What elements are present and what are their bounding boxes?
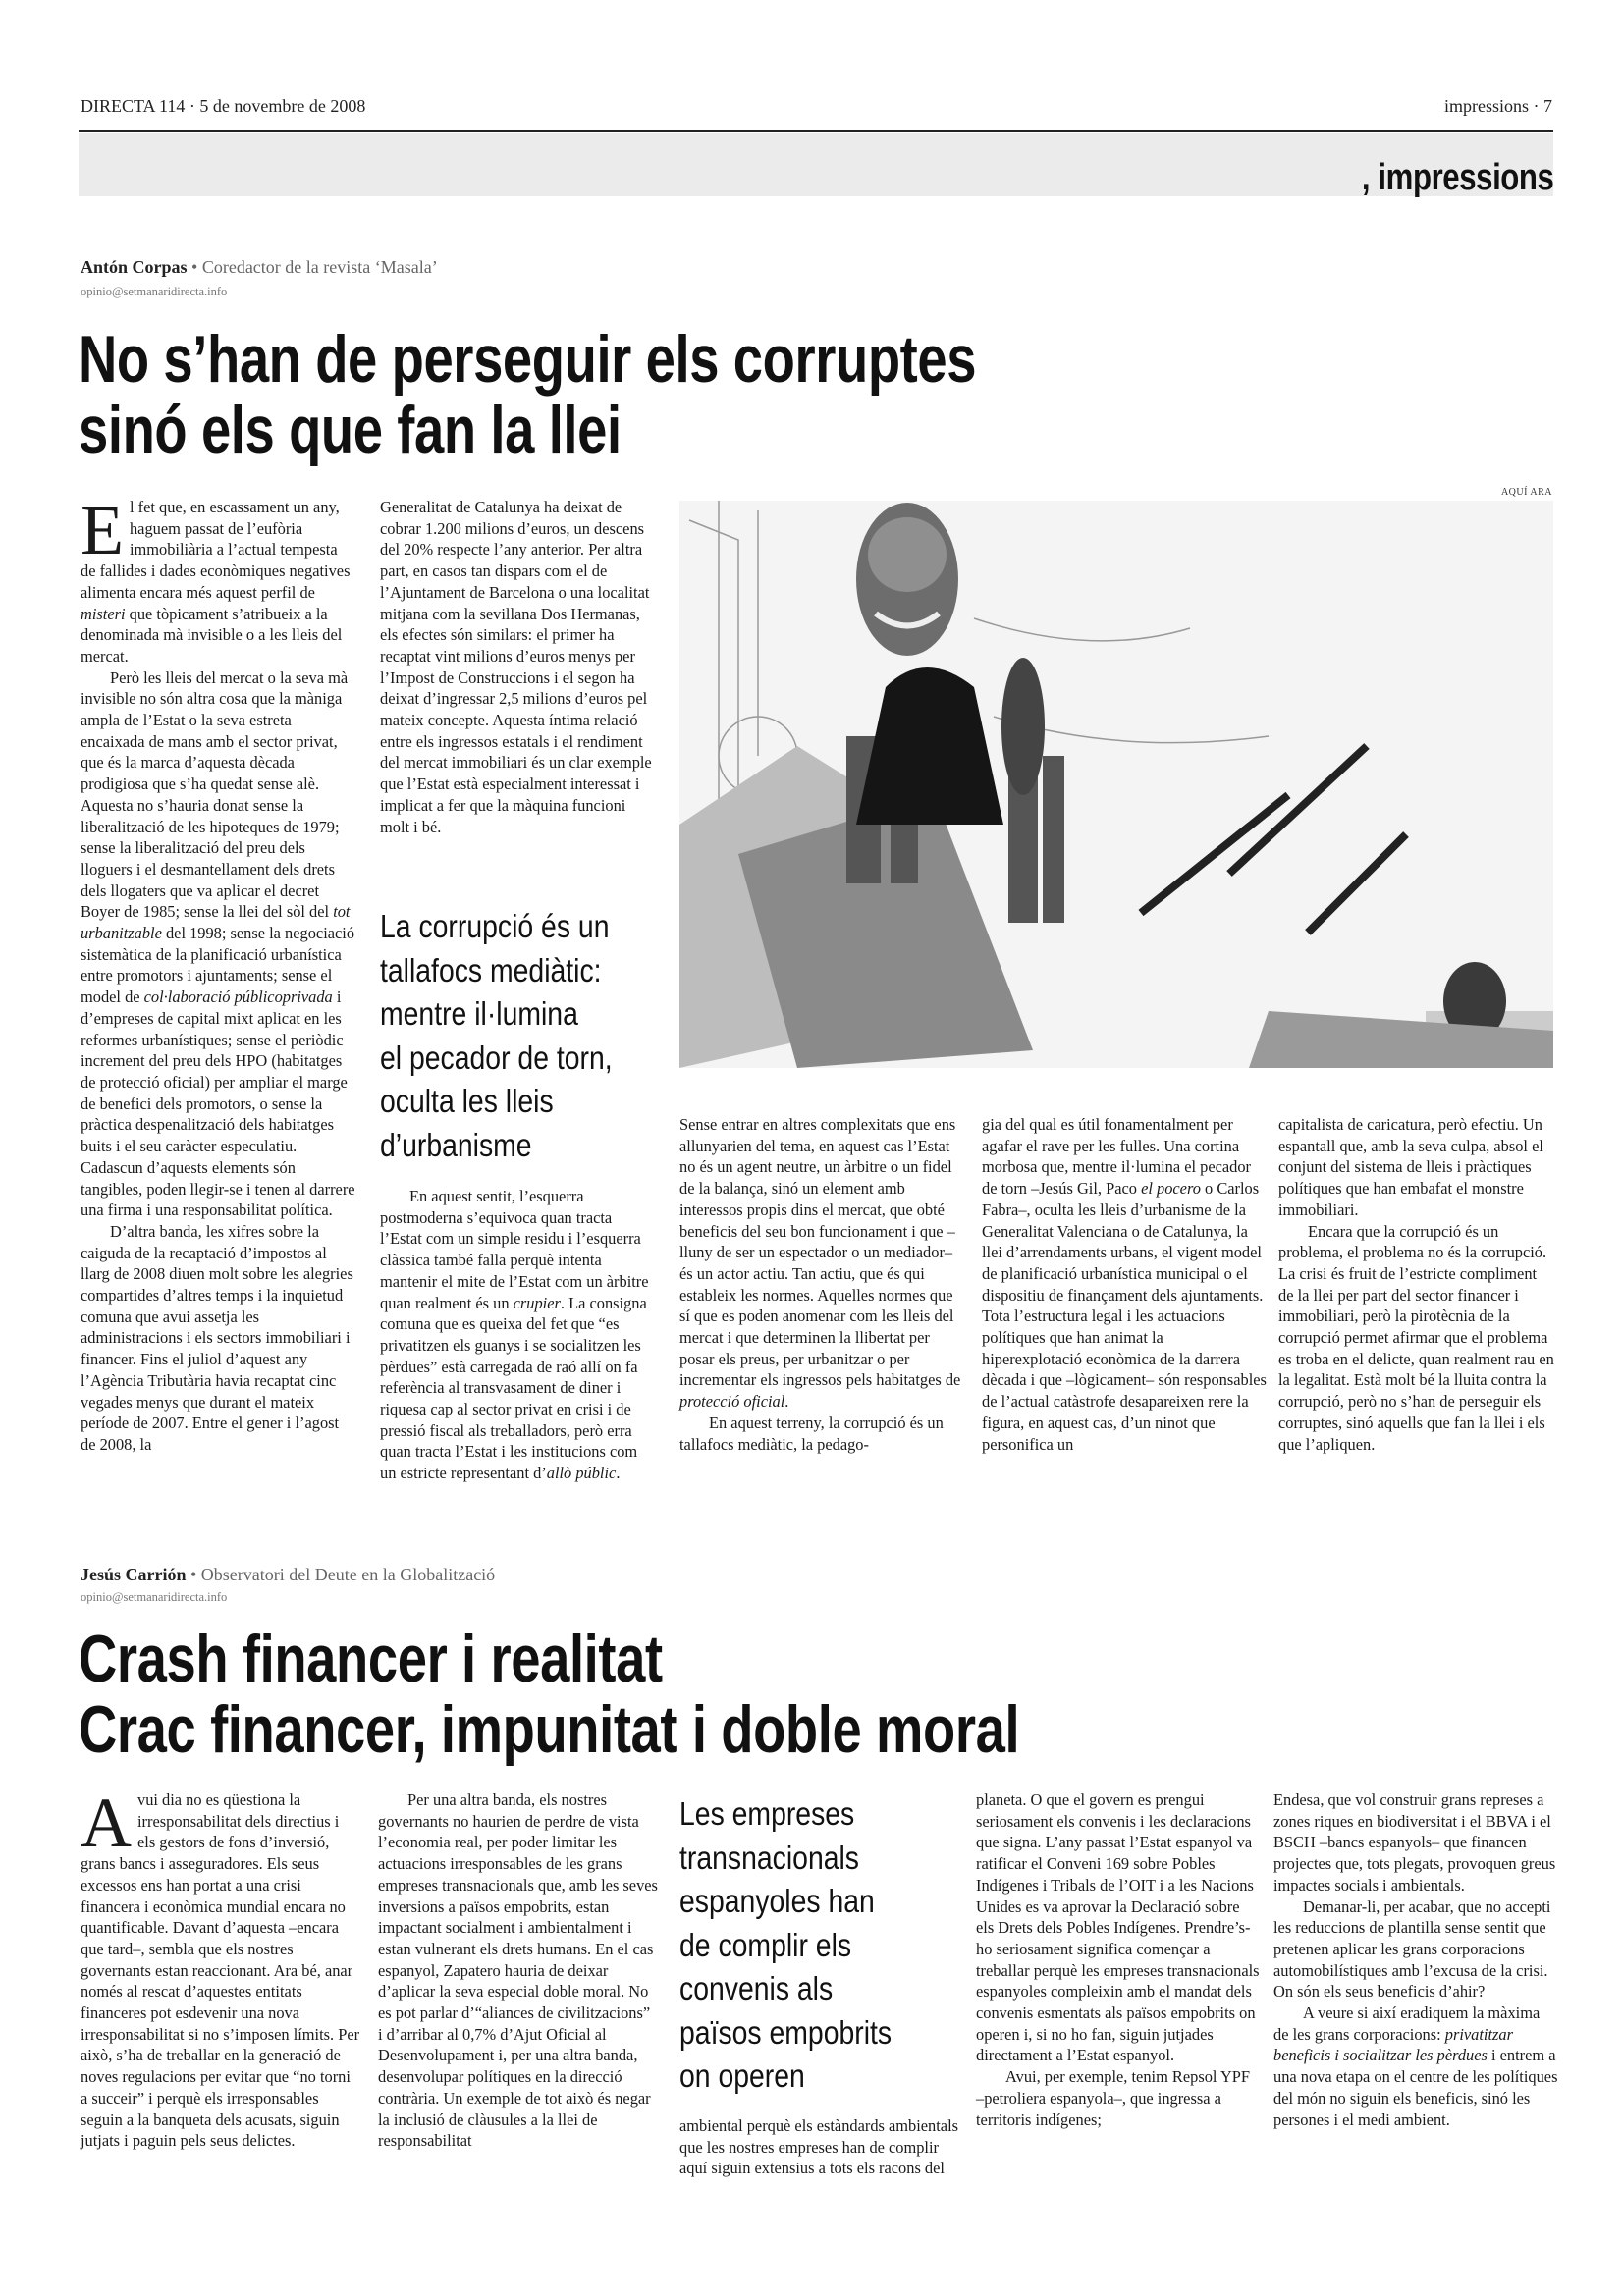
body-text: capitalista de caricatura, però efectiu. Un espantall que, amb la seva culpa, absol el conjunt del sistema de lleis i pràctiques polítiques que han embafat el monstre immobiliari. <box>1278 1115 1543 1219</box>
article1-pullquote <box>380 905 613 1167</box>
body-text: Endesa, que vol construir grans represes a zones riques en biodiversitat i el BBVA i el BSCH –bancs espanyols– que financen projectes que, tots plegats, provoquen greus impactes socials i ambientals. <box>1273 1790 1556 1895</box>
pullquote-line: tallafocs mediàtic: <box>380 951 602 988</box>
author-role: • Observatori del Deute en la Globalització <box>186 1565 496 1584</box>
title-line: No s’han de perseguir els corruptes <box>79 322 977 397</box>
pullquote-line: d’urbanisme <box>380 1126 532 1163</box>
author-email: opinio@setmanaridirecta.info <box>81 1590 228 1604</box>
body-text: D’altra banda, les xifres sobre la caiguda de la recaptació d’impostos al llarg de 2008 diuen molt sobre les alegries compartides d’altres temps i la inquietud comuna que avui assetja les administracions i els sectors immobiliari i financer. Fins el juliol d’aquest any l’Agència Tributària havia recaptat cinc vegades menys que durant el mateix període de 2007. Entre el gener i l’agost de 2008, la <box>81 1221 353 1454</box>
article1-title <box>79 324 976 465</box>
italic-text: misteri <box>81 604 126 623</box>
pullquote-line: espanyoles han <box>679 1883 875 1919</box>
italic-text: crupier <box>513 1293 561 1312</box>
body-text: ambiental perquè els estàndards ambientals que les nostres empreses han de complir aquí siguin extensius a tots els racons del <box>679 2116 959 2178</box>
body-text: que tòpicament s’atribueix a la denominada mà invisible o a les lleis del mercat. <box>81 604 343 666</box>
body-text: Encara que la corrupció és un problema, el problema no és la corrupció. La crisi és fruit de l’estricte compliment de la llei per part del sector financer i immobiliari, però la pirotècnia de la corrupció permet afirmar que el problema es troba en el delicte, quan realment rau en la legalitat. Està molt bé la lluita contra la corrupció, però no s’han de perseguir els corruptes, sinó aquells que fan la llei i els que l’apliquen. <box>1278 1221 1554 1454</box>
pullquote-line: transnacionals <box>679 1839 860 1876</box>
pullquote-line: La corrupció és un <box>380 908 610 944</box>
paragraph <box>1278 1114 1555 1221</box>
author-name: Antón Corpas <box>81 257 188 277</box>
article1-column-4 <box>982 1114 1267 1455</box>
body-text: Però les lleis del mercat o la seva mà invisible no són altra cosa que la màniga ampla de l’Estat o la seva estreta encaixada de mans amb el sector privat, que és la marca d’aquesta dècada prodigiosa que s’ha quedat sense alè. Aquesta no s’hauria donat sense la liberalització de les hipoteques de 1979; sense la liberalització del preu dels lloguers i el desmantellament dels drets dels llogaters que va aplicar el decret Boyer de 1985; sense la llei del sòl del <box>81 667 349 922</box>
italic-text: allò públic <box>546 1464 617 1483</box>
article1-byline <box>81 257 438 278</box>
italic-text: protecció oficial <box>679 1392 785 1412</box>
body-text: i entrem a una nova etapa on el centre de les polítiques del món no siguin els beneficis, sinó les persones i el medi ambient. <box>1273 2046 1558 2129</box>
body-text: Sense entrar en altres complexitats que ens allunyarien del tema, en aquest cas l’Estat no és un agent neutre, un àrbitre o un fidel de la balança, sinó un element amb interessos propis dins el mercat, que obté beneficis del seu bon funcionament i que –lluny de ser un espectador o un mediador– és un actor actiu. Tan actiu, que és qui estableix les normes. Aquelles normes que sí que es poden anomenar com les lleis del mercat i que determinen la llibertat per posar els preus, per urbanitzar o per incrementar els ingressos pels habitatges de <box>679 1115 961 1390</box>
paragraph <box>679 1114 964 1413</box>
body-text: gia del qual es útil fonamentalment per agafar el rave per les fulles. Una cortina morbosa que, mentre il·lumina el pecador de torn –Jesús Gil, Paco <box>982 1115 1251 1199</box>
header-rule <box>79 130 1553 132</box>
article2-pullquote <box>679 1792 892 2099</box>
article2-column-4 <box>976 1789 1261 2130</box>
photo-credit: AQUÍ ARA <box>1500 487 1552 498</box>
paragraph <box>982 1114 1267 1455</box>
body-text: Avui dia no es qüestiona la irresponsabilitat dels directius i els gestors de fons d’inversió, grans bancs i asseguradores. Els seus excessos ens han portat a una crisi financera i econòmica mundial encara no quantificable. Davant d’aquesta –encara que tard–, sembla que els nostres governants estan reaccionant. Ara bé, anar només al rescat d’aquestes entitats financeres pot esdevenir una nova irresponsabilitat si no s’imposen límits. Per això, s’ha de treballar en la generació de noves regulacions per evitar que “no torni a succeir” i perquè els irresponsables seguin a la banqueta dels acusats, siguin jutjats i paguin pels seus delictes. <box>81 1784 360 2151</box>
body-text: planeta. O que el govern es prengui seriosament els convenis i les declaracions que signa. L’any passat l’Estat espanyol va ratificar el Conveni 169 sobre Pobles Indígenes i Tribals de l’OIT i a les Nacions Unides es va aprovar la Declaració sobre els Drets dels Pobles Indígenes. Prendre’s-ho seriosament significa començar a treballar perquè les empreses transnacionals espanyoles compleixin amb el mandat dels convenis esmentats als països empobrits on operen i, si no ho fan, siguin jutjades directament a l’Estat espanyol. <box>976 1790 1260 2065</box>
paragraph <box>679 1413 964 1455</box>
article2-byline <box>81 1565 495 1585</box>
body-text: Avui, per exemple, tenim Repsol YPF –petroliera espanyola–, que ingressa a territoris indígenes; <box>976 2067 1251 2129</box>
paragraph <box>81 1784 360 2152</box>
paragraph <box>976 2066 1261 2130</box>
body-text: A veure si així eradiquem la màxima de les grans corporacions: <box>1273 2003 1541 2044</box>
title-line: Crac financer, impunitat i doble moral <box>79 1692 1020 1767</box>
article1-column-1 <box>81 491 355 1456</box>
pullquote-line: el pecador de torn, <box>380 1039 613 1076</box>
italic-text: privatitzar beneficis i socialitzar les pèrdues <box>1273 2024 1513 2065</box>
body-text: Per una altra banda, els nostres governants no haurien de perdre de vista l’economia real, per poder limitar les actuacions irresponsables de les grans empreses transnacionals que, amb les seves inversions a països empobrits, estan impactant socialment i ambientalment i estan vulnerant els drets humans. En el cas espanyol, Zapatero hauria de deixar d’aplicar la seva especial doble moral. No es pot parlar d’“aliances de civilitzacions” i d’arribar al 0,7% d’Ajut Oficial al Desenvolupament i, per una altra banda, desenvolupar polítiques en la direcció contrària. Un exemple de tot això és negar la inclusió de clàusules a la llei de responsabilitat <box>378 1790 658 2151</box>
title-line: sinó els que fan la llei <box>79 393 622 467</box>
paragraph <box>1273 1896 1558 2003</box>
pullquote-line: mentre il·lumina <box>380 995 578 1032</box>
pullquote-line: oculta les lleis <box>380 1083 554 1119</box>
paragraph <box>976 1789 1261 2066</box>
title-line: Crash financer i realitat <box>79 1622 663 1696</box>
article1-column-2 <box>380 497 655 837</box>
section-band <box>79 133 1553 196</box>
paragraph <box>380 497 655 837</box>
paragraph <box>679 2115 964 2179</box>
body-text: del 1998; sense la negociació sistemàtica de la planificació urbanística entre promotors i ajuntaments; sense el model de <box>81 924 355 1007</box>
paragraph <box>81 491 355 667</box>
body-text: . <box>784 1392 789 1412</box>
pullquote-line: on operen <box>679 2057 805 2094</box>
pullquote-line: Les empreses <box>679 1795 855 1832</box>
issue-date-header: DIRECTA 114 · 5 de novembre de 2008 <box>81 96 366 116</box>
paragraph <box>378 1789 658 2152</box>
article2-column-1 <box>81 1784 360 2152</box>
paragraph <box>1278 1221 1555 1456</box>
author-role: • Coredactor de la revista ‘Masala’ <box>187 257 438 277</box>
article2-column-3 <box>679 2115 964 2179</box>
body-text: El fet que, en escassament un any, haguem passat de l’eufòria immobiliària a l’actual tempesta de fallides i dades econòmiques negatives alimenta encara més aquest perfil de <box>81 491 351 602</box>
section-title: , impressions <box>1361 157 1553 198</box>
italic-text: col·laboració públicoprivada <box>143 988 333 1007</box>
body-text: En aquest terreny, la corrupció és un tallafocs mediàtic, la pedago- <box>679 1413 944 1454</box>
paragraph <box>81 667 355 1221</box>
italic-text: el pocero <box>1141 1179 1201 1199</box>
paragraph <box>1273 1789 1558 1896</box>
paragraph <box>1273 2002 1558 2130</box>
article2-column-2 <box>378 1789 658 2152</box>
body-text: o Carlos Fabra–, oculta les lleis d’urbanisme de la Generalitat Valenciana o de Catalunya, la llei d’arrendaments urbans, el vigent model de planificació urbanística municipal o el dispositiu de finançament dels ajuntaments. Tota l’estructura legal i les actuacions polítiques que han animat la hiperexplotació econòmica de la darrera dècada i que –lògicament– són responsables de l’actual catàstrofe desapareixen rere la figura, en aquest cas, d’un ninot que personifica un <box>982 1179 1267 1454</box>
pullquote-line: països empobrits <box>679 2013 893 2051</box>
author-email: opinio@setmanaridirecta.info <box>81 285 228 298</box>
article2-title <box>79 1624 1019 1765</box>
body-text: . <box>616 1464 621 1483</box>
body-text: Generalitat de Catalunya ha deixat de cobrar 1.200 milions d’euros, un descens del 20% respecte l’any anterior. Per altra part, en casos tan dispars com el de l’Ajuntament de Barcelona o una localitat mitjana com la sevillana Dos Hermanas, els efectes són similars: el primer ha recaptat vint milions d’euros menys per l’Impost de Construccions i el segon ha deixat d’ingressar 2,5 milions d’euros pel mateix concepte. Aquesta íntima relació entre els ingressos estatals i el rendiment del mercat immobiliari és un clar exemple que l’Estat està especialment interessat i implicat a fer que la màquina funcioni molt i bé. <box>380 498 652 836</box>
body-text: . La consigna comuna que es queixa del fet que “es privatitzen els guanys i se socialitzen les pèrdues” està carregada de raó allí on fa referència al transvasament de diner i riquesa cap al sector privat en crisi i de pressió fiscal als treballadors, però erra quan tracta l’Estat i les institucions com un estricte representant d’ <box>380 1293 647 1483</box>
pullquote-line: convenis als <box>679 1970 834 2006</box>
body-text: Demanar-li, per acabar, que no accepti les reduccions de plantilla sense sentit que pretenen aplicar les grans corporacions automobilístiques amb l’excusa de la crisi. On són els seus beneficis d’ahir? <box>1273 1896 1551 2002</box>
italic-text: tot urbanitzable <box>81 902 351 943</box>
author-name: Jesús Carrión <box>81 1565 187 1584</box>
paragraph <box>380 1186 655 1484</box>
article1-column-2-cont <box>380 1186 655 1484</box>
article1-column-5 <box>1278 1114 1555 1455</box>
article2-column-5 <box>1273 1789 1558 2130</box>
body-text: i d’empreses de capital mixt aplicat en les reformes urbanístiques; sense el periòdic increment del preu dels HPO (habitatges de protecció oficial) per ampliar el marge de benefici dels promotors, o sense la pràctica despenalització dels habitatges buits i el seu caràcter especulatiu. Cadascun d’aquests elements són tangibles, poden llegir-se i tenen al darrere una firma i una responsabilitat política. <box>81 988 355 1220</box>
collage-illustration <box>679 501 1553 1068</box>
article1-column-3 <box>679 1114 964 1455</box>
body-text: En aquest sentit, l’esquerra postmoderna s’equivoca quan tracta l’Estat com un simple residu i l’esquerra clàssica també falla perquè intenta mantenir el mite de l’Estat com un àrbitre quan realment és un <box>380 1187 649 1312</box>
section-page-header: impressions · 7 <box>1444 96 1552 116</box>
pullquote-line: de complir els <box>679 1926 852 1963</box>
paragraph <box>81 1221 355 1456</box>
